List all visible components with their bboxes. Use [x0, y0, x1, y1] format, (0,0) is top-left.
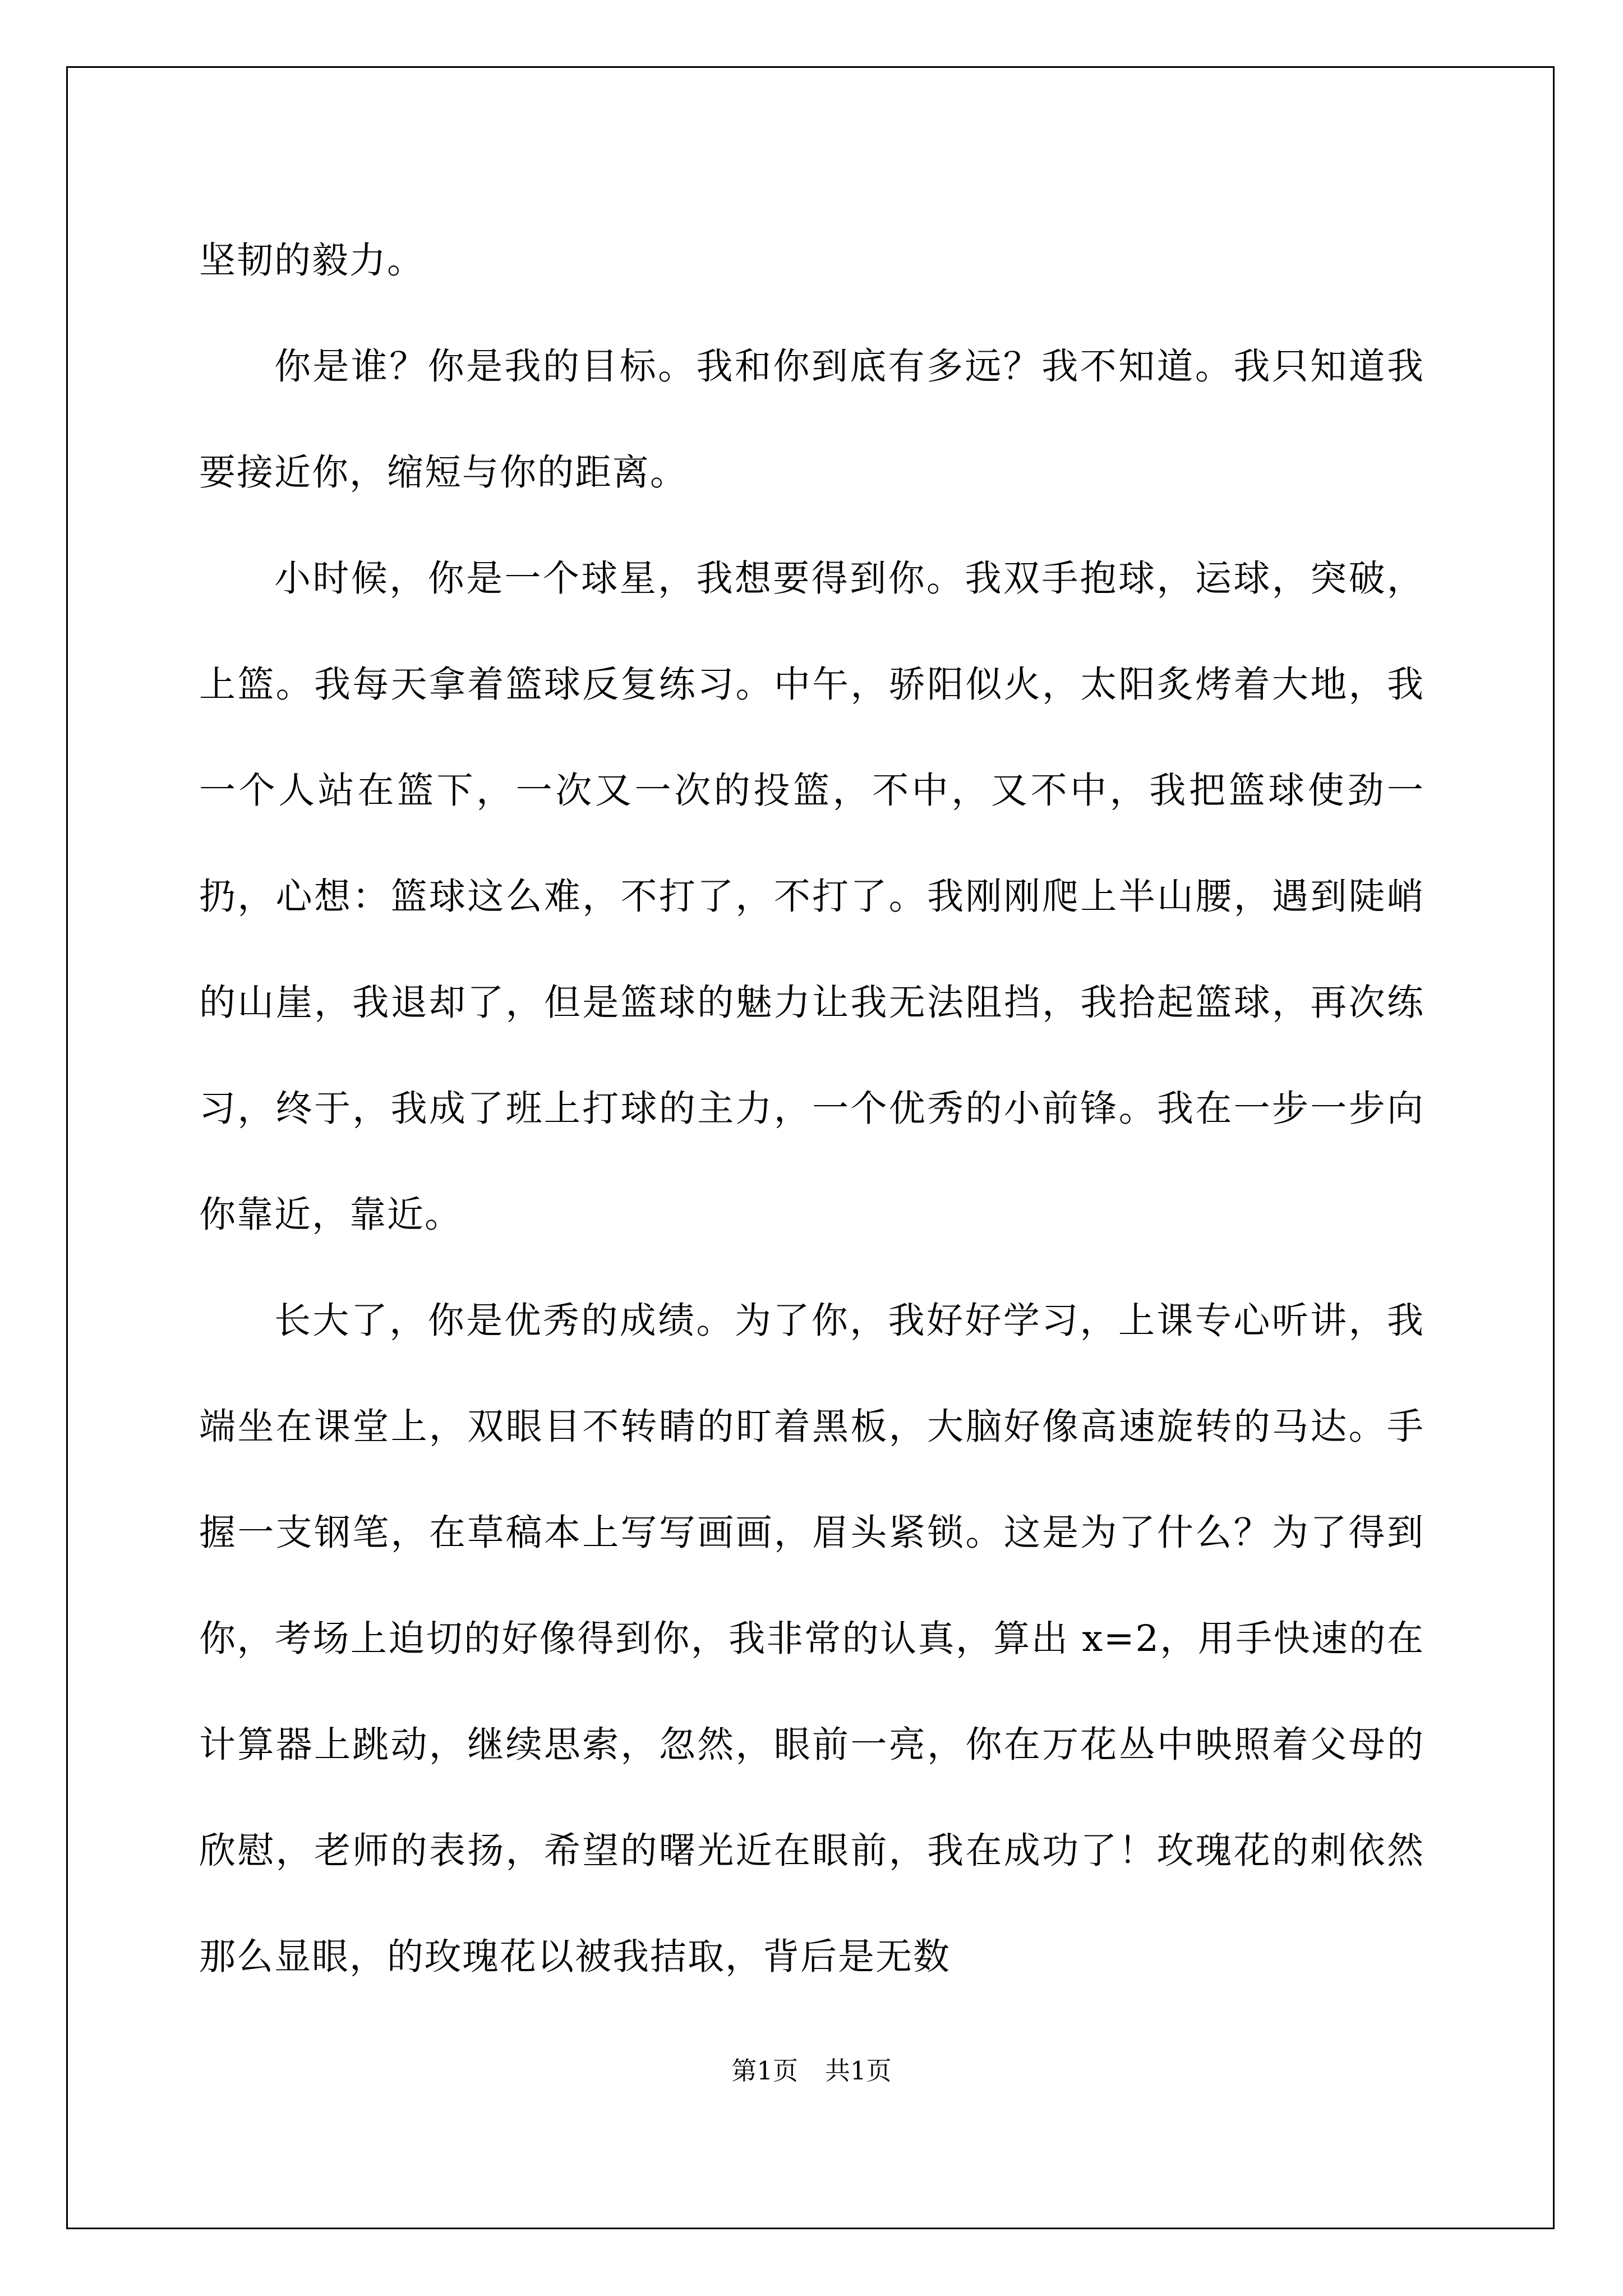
paragraph-3: 小时候，你是一个球星，我想要得到你。我双手抱球，运球，突破，上篮。我每天拿着篮球反复练习。中午，骄阳似火，太阳炙烤着大地，我一个人站在篮下，一次又一次的投篮，不中，又不中，我把篮球使劲一扔，心想：篮球这么难，不打了，不打了。我刚刚爬上半山腰，遇到陡峭的山崖，我退却了，但是篮球的魅力让我无法阻挡，我拾起篮球，再次练习，终于，我成了班上打球的主力，一个优秀的小前锋。我在一步一步向你靠近，靠近。	[199, 558, 1424, 1236]
paragraph-2: 你是谁？你是我的目标。我和你到底有多远？我不知道。我只知道我要接近你，缩短与你的距离。	[199, 346, 1424, 494]
page-total: 共1页	[825, 2056, 892, 2086]
page-footer	[0, 2054, 1623, 2088]
paragraph-4: 长大了，你是优秀的成绩。为了你，我好好学习，上课专心听讲，我端坐在课堂上，双眼目不转睛的盯着黑板，大脑好像高速旋转的马达。手握一支钢笔，在草稿本上写写画画，眉头紧锁。这是为了什么？为了得到你，考场上迫切的好像得到你，我非常的认真，算出 x=2，用手快速的在计算器上跳动，继续思索，忽然，眼前一亮，你在万花丛中映照着父母的欣慰，老师的表扬，希望的曙光近在眼前，我在成功了！玫瑰花的刺依然那么显眼，的玫瑰花以被我拮取，背后是无数	[199, 1300, 1424, 1978]
paragraph-1: 坚韧的毅力。	[199, 240, 425, 282]
page-number: 第1页	[731, 2056, 798, 2086]
document-body	[199, 208, 1424, 2010]
